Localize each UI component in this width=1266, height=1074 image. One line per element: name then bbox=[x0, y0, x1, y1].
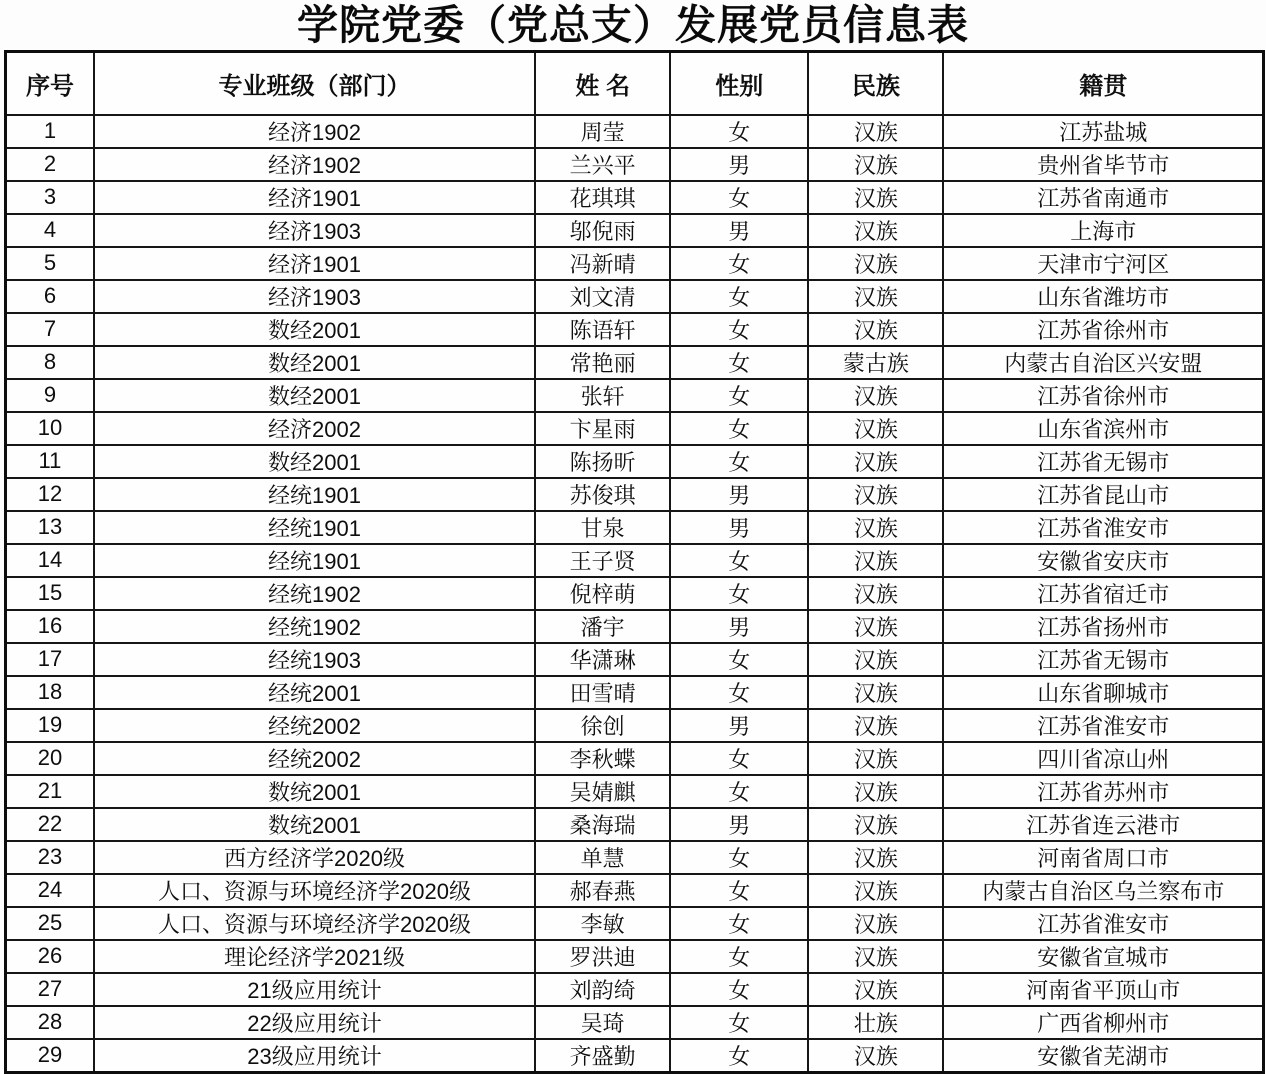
table-cell-index: 5 bbox=[6, 247, 94, 280]
table-cell-ethnicity: 壮族 bbox=[808, 1006, 943, 1039]
table-cell-hometown: 江苏省淮安市 bbox=[943, 907, 1263, 940]
table-row bbox=[6, 973, 1264, 1006]
table-cell-gender: 男 bbox=[670, 214, 808, 247]
table-cell-class: 数统2001 bbox=[94, 808, 535, 841]
table-cell-index: 11 bbox=[6, 445, 94, 478]
table-cell-index: 3 bbox=[6, 181, 94, 214]
table-cell-class: 理论经济学2021级 bbox=[94, 940, 535, 973]
table-cell-gender: 女 bbox=[670, 544, 808, 577]
table-cell-name: 邬倪雨 bbox=[535, 214, 670, 247]
table-row bbox=[6, 841, 1264, 874]
table-cell-index: 27 bbox=[6, 973, 94, 1006]
table-cell-index: 29 bbox=[6, 1039, 94, 1073]
table-row bbox=[6, 940, 1264, 973]
header-cell-index: 序号 bbox=[6, 52, 94, 115]
table-cell-class: 数经2001 bbox=[94, 313, 535, 346]
table-cell-ethnicity: 汉族 bbox=[808, 181, 943, 214]
table-cell-name: 周莹 bbox=[535, 115, 670, 148]
table-cell-ethnicity: 汉族 bbox=[808, 610, 943, 643]
table-cell-class: 经统1901 bbox=[94, 511, 535, 544]
table-cell-name: 苏俊琪 bbox=[535, 478, 670, 511]
table-cell-class: 经统1903 bbox=[94, 643, 535, 676]
table-row bbox=[6, 1006, 1264, 1039]
table-cell-name: 陈扬昕 bbox=[535, 445, 670, 478]
table-header bbox=[6, 52, 1264, 115]
table-cell-name: 吴婧麒 bbox=[535, 775, 670, 808]
table-row bbox=[6, 709, 1264, 742]
table-cell-hometown: 江苏省宿迁市 bbox=[943, 577, 1263, 610]
table-cell-name: 单慧 bbox=[535, 841, 670, 874]
table-cell-hometown: 上海市 bbox=[943, 214, 1263, 247]
table-row bbox=[6, 313, 1264, 346]
table-cell-name: 潘宇 bbox=[535, 610, 670, 643]
table-cell-hometown: 江苏省南通市 bbox=[943, 181, 1263, 214]
table-cell-class: 经济1902 bbox=[94, 148, 535, 181]
table-cell-hometown: 江苏省徐州市 bbox=[943, 379, 1263, 412]
table-row bbox=[6, 808, 1264, 841]
table-cell-class: 经统2001 bbox=[94, 676, 535, 709]
table-row bbox=[6, 346, 1264, 379]
table-cell-gender: 女 bbox=[670, 412, 808, 445]
table-cell-ethnicity: 汉族 bbox=[808, 907, 943, 940]
table-cell-gender: 女 bbox=[670, 1039, 808, 1073]
table-cell-index: 22 bbox=[6, 808, 94, 841]
table-cell-class: 经济2002 bbox=[94, 412, 535, 445]
table-cell-ethnicity: 汉族 bbox=[808, 973, 943, 1006]
table-cell-index: 12 bbox=[6, 478, 94, 511]
table-cell-hometown: 山东省潍坊市 bbox=[943, 280, 1263, 313]
table-cell-index: 16 bbox=[6, 610, 94, 643]
table-row bbox=[6, 412, 1264, 445]
table-cell-gender: 女 bbox=[670, 313, 808, 346]
table-cell-class: 经统1901 bbox=[94, 478, 535, 511]
table-cell-gender: 女 bbox=[670, 247, 808, 280]
table-cell-gender: 男 bbox=[670, 511, 808, 544]
table-cell-index: 14 bbox=[6, 544, 94, 577]
table-cell-name: 常艳丽 bbox=[535, 346, 670, 379]
table-cell-ethnicity: 汉族 bbox=[808, 643, 943, 676]
table-cell-hometown: 内蒙古自治区乌兰察布市 bbox=[943, 874, 1263, 907]
table-cell-index: 10 bbox=[6, 412, 94, 445]
table-cell-ethnicity: 汉族 bbox=[808, 313, 943, 346]
table-cell-hometown: 江苏省昆山市 bbox=[943, 478, 1263, 511]
table-cell-gender: 女 bbox=[670, 346, 808, 379]
table-cell-ethnicity: 蒙古族 bbox=[808, 346, 943, 379]
table-cell-ethnicity: 汉族 bbox=[808, 214, 943, 247]
table-cell-gender: 女 bbox=[670, 643, 808, 676]
table-cell-gender: 女 bbox=[670, 115, 808, 148]
table-cell-class: 数统2001 bbox=[94, 775, 535, 808]
table-cell-name: 刘韵绮 bbox=[535, 973, 670, 1006]
table-cell-class: 经统1902 bbox=[94, 577, 535, 610]
table-cell-index: 25 bbox=[6, 907, 94, 940]
table-cell-hometown: 安徽省宣城市 bbox=[943, 940, 1263, 973]
table-cell-hometown: 河南省周口市 bbox=[943, 841, 1263, 874]
table-row bbox=[6, 676, 1264, 709]
table-row bbox=[6, 280, 1264, 313]
table-cell-index: 20 bbox=[6, 742, 94, 775]
table-cell-name: 吴琦 bbox=[535, 1006, 670, 1039]
table-cell-ethnicity: 汉族 bbox=[808, 544, 943, 577]
table-cell-gender: 女 bbox=[670, 907, 808, 940]
table-cell-hometown: 江苏省连云港市 bbox=[943, 808, 1263, 841]
table-cell-hometown: 山东省聊城市 bbox=[943, 676, 1263, 709]
table-cell-ethnicity: 汉族 bbox=[808, 412, 943, 445]
table-cell-gender: 女 bbox=[670, 676, 808, 709]
table-cell-ethnicity: 汉族 bbox=[808, 379, 943, 412]
table-cell-gender: 女 bbox=[670, 742, 808, 775]
table-cell-gender: 女 bbox=[670, 775, 808, 808]
table-cell-ethnicity: 汉族 bbox=[808, 940, 943, 973]
party-member-table bbox=[4, 50, 1265, 1074]
table-cell-gender: 男 bbox=[670, 808, 808, 841]
header-row bbox=[6, 52, 1264, 115]
table-cell-ethnicity: 汉族 bbox=[808, 148, 943, 181]
table-cell-class: 22级应用统计 bbox=[94, 1006, 535, 1039]
table-cell-class: 数经2001 bbox=[94, 445, 535, 478]
table-cell-hometown: 天津市宁河区 bbox=[943, 247, 1263, 280]
table-row bbox=[6, 379, 1264, 412]
table-cell-ethnicity: 汉族 bbox=[808, 841, 943, 874]
table-cell-gender: 女 bbox=[670, 841, 808, 874]
table-cell-name: 罗洪迪 bbox=[535, 940, 670, 973]
table-row bbox=[6, 742, 1264, 775]
table-cell-class: 经统2002 bbox=[94, 742, 535, 775]
table-cell-index: 6 bbox=[6, 280, 94, 313]
table-cell-index: 17 bbox=[6, 643, 94, 676]
table-row bbox=[6, 511, 1264, 544]
table-cell-gender: 女 bbox=[670, 940, 808, 973]
table-cell-ethnicity: 汉族 bbox=[808, 247, 943, 280]
table-cell-hometown: 江苏省苏州市 bbox=[943, 775, 1263, 808]
table-row bbox=[6, 610, 1264, 643]
table-cell-class: 经济1901 bbox=[94, 181, 535, 214]
table-row bbox=[6, 214, 1264, 247]
table-cell-hometown: 安徽省芜湖市 bbox=[943, 1039, 1263, 1073]
table-cell-index: 2 bbox=[6, 148, 94, 181]
table-cell-hometown: 江苏省无锡市 bbox=[943, 445, 1263, 478]
table-cell-hometown: 江苏省淮安市 bbox=[943, 709, 1263, 742]
table-cell-index: 19 bbox=[6, 709, 94, 742]
table-cell-class: 23级应用统计 bbox=[94, 1039, 535, 1073]
table-row bbox=[6, 148, 1264, 181]
table-cell-class: 经济1901 bbox=[94, 247, 535, 280]
table-cell-index: 7 bbox=[6, 313, 94, 346]
table-cell-class: 数经2001 bbox=[94, 346, 535, 379]
table-cell-index: 13 bbox=[6, 511, 94, 544]
table-cell-gender: 女 bbox=[670, 1006, 808, 1039]
table-cell-gender: 女 bbox=[670, 445, 808, 478]
table-cell-name: 李秋蝶 bbox=[535, 742, 670, 775]
table-row bbox=[6, 115, 1264, 148]
table-cell-index: 1 bbox=[6, 115, 94, 148]
table-cell-ethnicity: 汉族 bbox=[808, 676, 943, 709]
table-cell-ethnicity: 汉族 bbox=[808, 577, 943, 610]
table-cell-hometown: 广西省柳州市 bbox=[943, 1006, 1263, 1039]
table-cell-ethnicity: 汉族 bbox=[808, 280, 943, 313]
table-row bbox=[6, 445, 1264, 478]
table-cell-ethnicity: 汉族 bbox=[808, 1039, 943, 1073]
table-cell-index: 24 bbox=[6, 874, 94, 907]
table-cell-ethnicity: 汉族 bbox=[808, 874, 943, 907]
table-cell-index: 8 bbox=[6, 346, 94, 379]
table-cell-ethnicity: 汉族 bbox=[808, 808, 943, 841]
table-cell-gender: 女 bbox=[670, 577, 808, 610]
table-cell-hometown: 贵州省毕节市 bbox=[943, 148, 1263, 181]
table-row bbox=[6, 775, 1264, 808]
table-cell-name: 齐盛勤 bbox=[535, 1039, 670, 1073]
header-cell-ethnicity: 民族 bbox=[808, 52, 943, 115]
table-cell-index: 23 bbox=[6, 841, 94, 874]
table-cell-index: 18 bbox=[6, 676, 94, 709]
table-cell-name: 王子贤 bbox=[535, 544, 670, 577]
table-cell-name: 兰兴平 bbox=[535, 148, 670, 181]
table-row bbox=[6, 643, 1264, 676]
table-cell-index: 15 bbox=[6, 577, 94, 610]
table-cell-hometown: 四川省凉山州 bbox=[943, 742, 1263, 775]
table-cell-ethnicity: 汉族 bbox=[808, 445, 943, 478]
table-cell-ethnicity: 汉族 bbox=[808, 742, 943, 775]
table-cell-gender: 女 bbox=[670, 379, 808, 412]
table-cell-index: 9 bbox=[6, 379, 94, 412]
table-cell-class: 经统1901 bbox=[94, 544, 535, 577]
header-cell-gender: 性别 bbox=[670, 52, 808, 115]
table-cell-name: 田雪晴 bbox=[535, 676, 670, 709]
table-cell-hometown: 内蒙古自治区兴安盟 bbox=[943, 346, 1263, 379]
table-row bbox=[6, 478, 1264, 511]
table-cell-class: 人口、资源与环境经济学2020级 bbox=[94, 907, 535, 940]
table-cell-name: 花琪琪 bbox=[535, 181, 670, 214]
table-cell-name: 倪梓萌 bbox=[535, 577, 670, 610]
table-cell-ethnicity: 汉族 bbox=[808, 511, 943, 544]
table-cell-name: 冯新晴 bbox=[535, 247, 670, 280]
table-cell-class: 21级应用统计 bbox=[94, 973, 535, 1006]
table-cell-hometown: 山东省滨州市 bbox=[943, 412, 1263, 445]
table-cell-ethnicity: 汉族 bbox=[808, 709, 943, 742]
table-cell-name: 甘泉 bbox=[535, 511, 670, 544]
table-cell-name: 李敏 bbox=[535, 907, 670, 940]
table-cell-gender: 女 bbox=[670, 973, 808, 1006]
table-cell-name: 华潇琳 bbox=[535, 643, 670, 676]
table-cell-name: 郝春燕 bbox=[535, 874, 670, 907]
table-cell-class: 经济1902 bbox=[94, 115, 535, 148]
table-row bbox=[6, 1039, 1264, 1073]
table-cell-name: 桑海瑞 bbox=[535, 808, 670, 841]
table-cell-index: 26 bbox=[6, 940, 94, 973]
header-cell-class: 专业班级（部门） bbox=[94, 52, 535, 115]
table-cell-hometown: 江苏省扬州市 bbox=[943, 610, 1263, 643]
table-cell-name: 张轩 bbox=[535, 379, 670, 412]
table-body bbox=[6, 115, 1264, 1073]
table-cell-gender: 男 bbox=[670, 478, 808, 511]
table-cell-index: 4 bbox=[6, 214, 94, 247]
table-row bbox=[6, 577, 1264, 610]
page-title: 学院党委（党总支）发展党员信息表 bbox=[297, 2, 969, 48]
table-cell-hometown: 江苏盐城 bbox=[943, 115, 1263, 148]
table-cell-hometown: 江苏省淮安市 bbox=[943, 511, 1263, 544]
table-cell-gender: 男 bbox=[670, 148, 808, 181]
table-cell-class: 经济1903 bbox=[94, 280, 535, 313]
table-cell-class: 经统1902 bbox=[94, 610, 535, 643]
table-cell-gender: 女 bbox=[670, 874, 808, 907]
table-cell-name: 刘文清 bbox=[535, 280, 670, 313]
table-cell-ethnicity: 汉族 bbox=[808, 115, 943, 148]
table-row bbox=[6, 907, 1264, 940]
table-cell-class: 数经2001 bbox=[94, 379, 535, 412]
table-cell-class: 经统2002 bbox=[94, 709, 535, 742]
table-cell-hometown: 江苏省无锡市 bbox=[943, 643, 1263, 676]
table-cell-ethnicity: 汉族 bbox=[808, 478, 943, 511]
header-cell-hometown: 籍贯 bbox=[943, 52, 1263, 115]
table-cell-gender: 男 bbox=[670, 610, 808, 643]
table-cell-gender: 女 bbox=[670, 181, 808, 214]
table-cell-gender: 男 bbox=[670, 709, 808, 742]
table-cell-index: 28 bbox=[6, 1006, 94, 1039]
table-cell-name: 卞星雨 bbox=[535, 412, 670, 445]
table-row bbox=[6, 874, 1264, 907]
table-cell-class: 西方经济学2020级 bbox=[94, 841, 535, 874]
table-cell-class: 人口、资源与环境经济学2020级 bbox=[94, 874, 535, 907]
header-cell-name: 姓 名 bbox=[535, 52, 670, 115]
table-cell-name: 徐创 bbox=[535, 709, 670, 742]
table-row bbox=[6, 544, 1264, 577]
table-cell-ethnicity: 汉族 bbox=[808, 775, 943, 808]
table-cell-class: 经济1903 bbox=[94, 214, 535, 247]
table-row bbox=[6, 247, 1264, 280]
table-cell-hometown: 江苏省徐州市 bbox=[943, 313, 1263, 346]
table-cell-index: 21 bbox=[6, 775, 94, 808]
table-cell-name: 陈语轩 bbox=[535, 313, 670, 346]
table-cell-gender: 女 bbox=[670, 280, 808, 313]
table-cell-hometown: 河南省平顶山市 bbox=[943, 973, 1263, 1006]
table-cell-hometown: 安徽省安庆市 bbox=[943, 544, 1263, 577]
table-row bbox=[6, 181, 1264, 214]
